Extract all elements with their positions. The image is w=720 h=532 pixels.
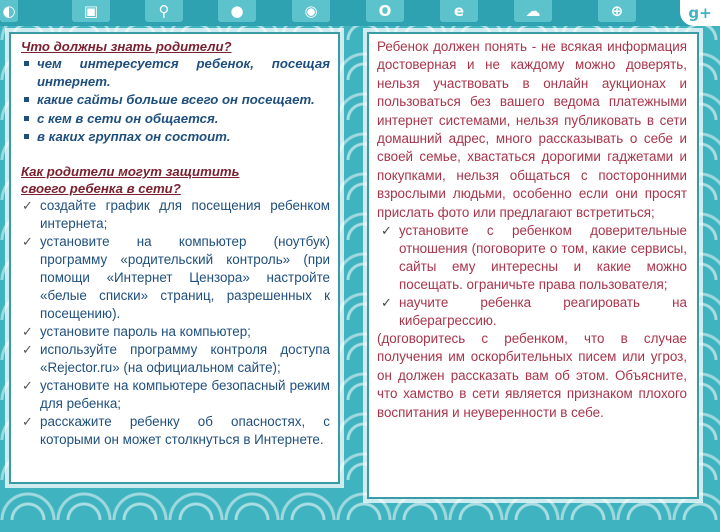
list-item-text: расскажите ребенку об опасностях, с которыми он может столкнуться в Интернете. — [40, 414, 330, 448]
left-panel — [9, 32, 340, 484]
firefox-icon[interactable]: ◉ — [292, 0, 330, 22]
list-item — [21, 197, 330, 233]
list-item-text: установите на компьютере безопасный режим для ребенка; — [40, 378, 330, 412]
checkmark-icon: ✓ — [22, 234, 33, 250]
list-item: с кем в сети он общается. — [21, 110, 330, 128]
checkmark-icon: ✓ — [22, 414, 33, 430]
protect-heading — [21, 163, 330, 197]
protect-heading-line2: своего ребенка в сети? — [21, 181, 181, 197]
list-item: чем интересуется ребенок, посещая интернет. — [21, 55, 330, 91]
window-icon[interactable]: ▣ — [72, 0, 110, 22]
parents-know-heading: Что должны знать родители? — [21, 39, 232, 54]
list-item-text: используйте программу контроля доступа «Rejector.ru» (на официальном сайте); — [40, 342, 330, 376]
list-item: в каких группах он состоит. — [21, 128, 330, 146]
list-item-text: создайте график для посещения ребенком интернета; — [40, 198, 330, 232]
list-item — [377, 222, 687, 294]
internet-explorer-icon[interactable]: e — [440, 0, 478, 22]
parents-know-list — [21, 55, 330, 146]
checkmark-icon: ✓ — [22, 324, 33, 340]
checkmark-icon: ✓ — [381, 295, 392, 311]
list-item-text: установите пароль на компьютер; — [40, 324, 251, 340]
apple-icon[interactable]: ● — [218, 0, 256, 22]
list-item — [21, 341, 330, 377]
advice-list — [377, 222, 687, 330]
checkmark-icon: ✓ — [22, 378, 33, 394]
list-item-text: научите ребенка реагировать на киберагрессию. — [399, 295, 687, 329]
protect-heading-line1: Как родители могут защитить — [21, 164, 240, 180]
opera-browser-icon[interactable]: O — [366, 0, 404, 22]
child-must-understand-text: Ребенок должен понять - не всякая информация достоверная и не каждому можно доверять, нельзя участвовать в онлайн аукционах и пользоваться без вашего ведома платежными интернет системами, нельзя публиковать в сети домашний адрес, много рассказывать о себе и своей семье, хвастаться дорогими гаджетами и покупками, нельзя общаться с посторонними взрослыми людьми, особенно если они просят прислать фото или предлагают встретиться; — [377, 39, 687, 220]
checkmark-icon: ✓ — [381, 223, 392, 239]
search-icon[interactable]: ⚲ — [145, 0, 183, 22]
list-item-text: установите на компьютер (ноутбук) программу «родительский контроль» (при помощи «Интернет Цензора» настройте «белые списки» страниц, разрешенных к посещению). — [40, 234, 330, 322]
checkmark-icon: ✓ — [22, 198, 33, 214]
list-item — [21, 233, 330, 323]
cloud-icon[interactable]: ☁ — [514, 0, 552, 22]
agreement-text: (договоритесь с ребенком, что в случае получения им оскорбительных писем или угроз, он должен рассказать вам об этом. Объясните, что хамство в сети является признаком плохого воспитания и неуверенности в себе. — [377, 331, 687, 420]
opera-icon[interactable]: ◐ — [0, 0, 18, 22]
list-item — [377, 294, 687, 330]
list-item — [21, 377, 330, 413]
list-item: какие сайты больше всего он посещает. — [21, 91, 330, 109]
right-panel — [367, 32, 699, 499]
protect-list — [21, 197, 330, 449]
list-item-text: установите с ребенком доверительные отношения (поговорите о том, какие сервисы, сайты ему интересны и какие можно посещать. ограничьте права пользователя; — [399, 223, 687, 293]
spacer — [21, 146, 330, 163]
globe-icon[interactable]: ⊕ — [598, 0, 636, 22]
icon-bar — [0, 0, 720, 26]
google-plus-icon[interactable]: g+ — [680, 0, 720, 26]
list-item — [21, 323, 330, 341]
list-item — [21, 413, 330, 449]
checkmark-icon: ✓ — [22, 342, 33, 358]
